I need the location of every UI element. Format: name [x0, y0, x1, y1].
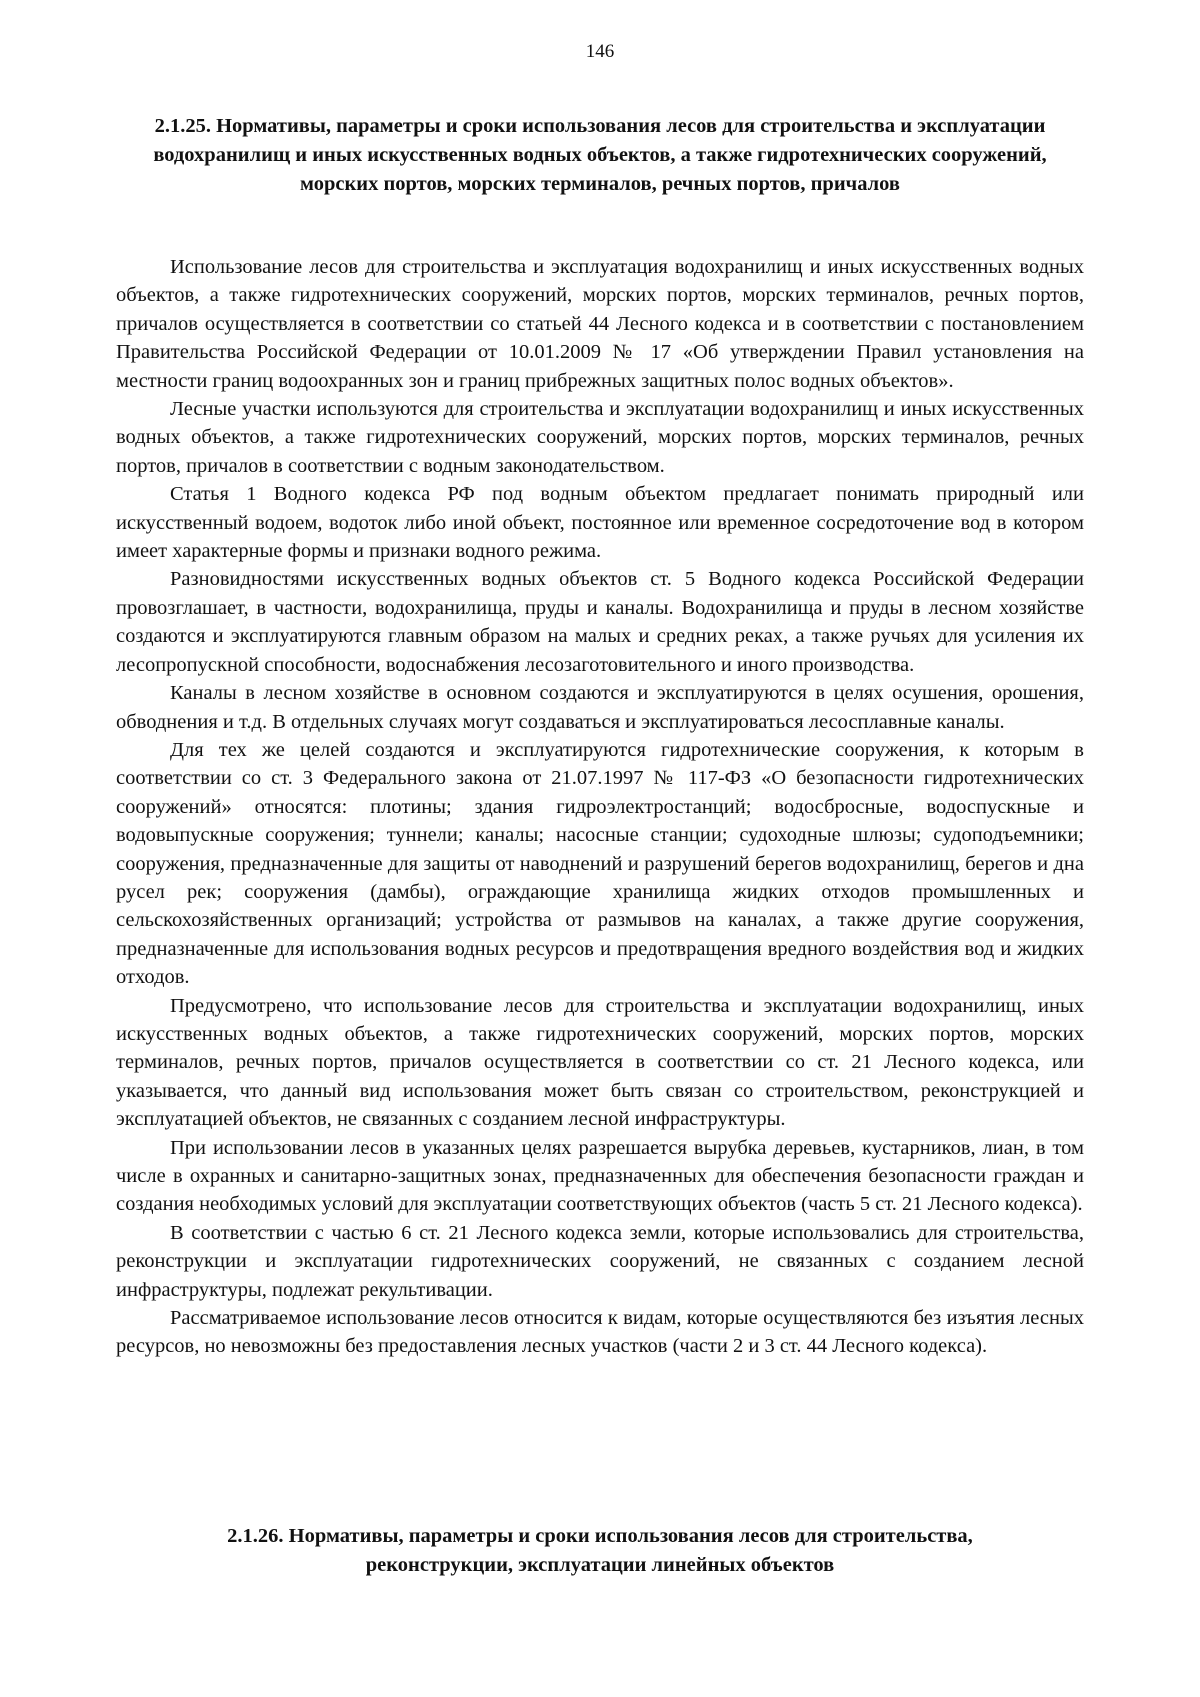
section-body: [116, 253, 1084, 1361]
paragraph: Статья 1 Водного кодекса РФ под водным объектом предлагает понимать природный или искусственный водоем, водоток либо иной объект, постоянное или временное сосредоточение вод в котором имеет характерные формы и признаки водного режима.: [116, 483, 1084, 563]
section-2-1-26: [116, 1522, 1084, 1580]
paragraph: Для тех же целей создаются и эксплуатируются гидротехнические сооружения, к которым в соответствии со ст. 3 Федерального закона от 21.07.1997 № 117-ФЗ «О безопасности гидротехнических сооружений» относятся: плотины; здания гидроэлектростанций; водосбросные, водоспускные и водовыпускные сооружения; туннели; каналы; насосные станции; судоходные шлюзы; судоподъемники; сооружения, предназначенные для защиты от наводнений и разрушений берегов водохранилищ, берегов и дна русел рек; сооружения (дамбы), ограждающие хранилища жидких отходов промышленных и сельскохозяйственных организаций; устройства от размывов на каналах, а также другие сооружения, предназначенные для использования водных ресурсов и предотвращения вредного воздействия вод и жидких отходов.: [116, 738, 1084, 989]
section-2-1-25: [116, 112, 1084, 199]
paragraph: Предусмотрено, что использование лесов для строительства и эксплуатации водохранилищ, иных искусственных водных объектов, а также гидротехнических сооружений, морских портов, морских терминалов, речных портов, причалов осуществляется в соответствии со ст. 21 Лесного кодекса, или указывается, что данный вид использования может быть связан со строительством, реконструкцией и эксплуатацией объектов, не связанных с созданием лесной инфраструктуры.: [116, 994, 1084, 1131]
paragraph: Разновидностями искусственных водных объектов ст. 5 Водного кодекса Российской Федерации провозглашает, в частности, водохранилища, пруды и каналы. Водохранилища и пруды в лесном хозяйстве создаются и эксплуатируются главным образом на малых и средних реках, а также ручьях для усиления их лесопропускной способности, водоснабжения лесозаготовительного и иного производства.: [116, 568, 1084, 676]
paragraph: При использовании лесов в указанных целях разрешается вырубка деревьев, кустарников, лиан, в том числе в охранных и санитарно-защитных зонах, предназначенных для обеспечения безопасности граждан и создания необходимых условий для эксплуатации соответствующих объектов (часть 5 ст. 21 Лесного кодекса).: [116, 1136, 1084, 1216]
paragraph: Лесные участки используются для строительства и эксплуатации водохранилищ и иных искусственных водных объектов, а также гидротехнических сооружений, морских портов, морских терминалов, речных портов, причалов в соответствии с водным законодательством.: [116, 398, 1084, 477]
section-heading: 2.1.25. Нормативы, параметры и сроки использования лесов для строительства и эксплуатации водохранилищ и иных искусственных водных объектов, а также гидротехнических сооружений, морских портов, морских терминалов, речных портов, причалов: [153, 115, 1047, 195]
paragraph: Каналы в лесном хозяйстве в основном создаются и эксплуатируются в целях осушения, орошения, обводнения и т.д. В отдельных случаях могут создаваться и эксплуатироваться лесосплавные каналы.: [116, 682, 1084, 733]
page-number: 146: [585, 41, 615, 62]
paragraph: Рассматриваемое использование лесов относится к видам, которые осуществляются без изъятия лесных ресурсов, но невозможны без предоставления лесных участков (части 2 и 3 ст. 44 Лесного кодекса).: [116, 1307, 1084, 1358]
paragraph: В соответствии с частью 6 ст. 21 Лесного кодекса земли, которые использовались для строительства, реконструкции и эксплуатации гидротехнических сооружений, не связанных с созданием лесной инфраструктуры, подлежат рекультивации.: [116, 1221, 1084, 1301]
section-heading: 2.1.26. Нормативы, параметры и сроки использования лесов для строительства, реконструкции, эксплуатации линейных объектов: [227, 1525, 973, 1576]
paragraph: Использование лесов для строительства и эксплуатация водохранилищ и иных искусственных водных объектов, а также гидротехнических сооружений, морских портов, морских терминалов, речных портов, причалов осуществляется в соответствии со статьей 44 Лесного кодекса и в соответствии с постановлением Правительства Российской Федерации от 10.01.2009 № 17 «Об утверждении Правил установления на местности границ водоохранных зон и границ прибрежных защитных полос водных объектов».: [116, 256, 1084, 392]
